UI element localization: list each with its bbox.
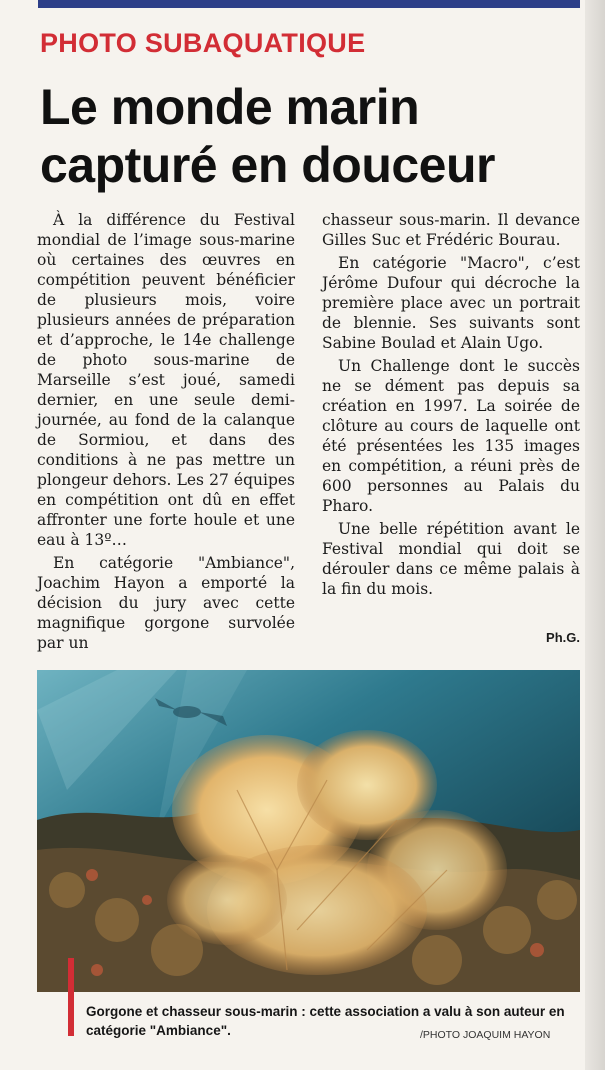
adjacent-page-edge: [585, 0, 605, 1070]
headline-line-1: Le monde marin: [40, 79, 420, 135]
paragraph: En catégorie "Macro", c’est Jérôme Dufour qui décroche la première place avec un portrait de blennie. Ses suivants sont Sabine Boulad et Alain Ugo.: [322, 254, 580, 352]
article-column-right: [322, 210, 580, 602]
paragraph: Un Challenge dont le succès ne se dément pas depuis sa création en 1997. La soirée de clôture au cours de laquelle ont été présentées les 135 images en compétition, a réuni près de 600 personnes au Palais du Pharo.: [322, 357, 580, 515]
photo-caption: Gorgone et chasseur sous-marin : cette association a valu à son auteur en catégorie "Ambiance".: [86, 1004, 565, 1038]
article-column-left: [37, 210, 295, 656]
author-signature: Ph.G.: [546, 630, 580, 645]
paragraph: Une belle répétition avant le Festival mondial qui doit se dérouler dans ce même palais à la fin du mois.: [322, 520, 580, 598]
section-kicker: PHOTO SUBAQUATIQUE: [40, 28, 366, 58]
photo-credit: /PHOTO JOAQUIM HAYON: [420, 1029, 551, 1041]
caption-accent-bar: [68, 958, 74, 1036]
top-rule: [38, 0, 580, 8]
headline: [40, 78, 580, 194]
paragraph: chasseur sous-marin. Il devance Gilles Suc et Frédéric Bourau.: [322, 211, 580, 249]
underwater-photo: [37, 670, 580, 992]
paragraph: À la différence du Festival mondial de l’image sous-marine où certaines des œuvres en compétition peuvent bénéficier de plusieurs mois, voire plusieurs années de préparation et d’approche, le 14e challenge de photo sous-marine de Marseille s’est joué, samedi dernier, en une seule demi-journée, au fond de la calanque de Sormiou, et dans des conditions à ne pas mettre un plongeur dehors. Les 27 équipes en compétition ont dû en effet affronter une forte houle et une eau à 13º…: [37, 211, 295, 549]
headline-line-2: capturé en douceur: [40, 137, 495, 193]
paragraph: En catégorie "Ambiance", Joachim Hayon a emporté la décision du jury avec cette magnifique gorgone survolée par un: [37, 554, 295, 652]
